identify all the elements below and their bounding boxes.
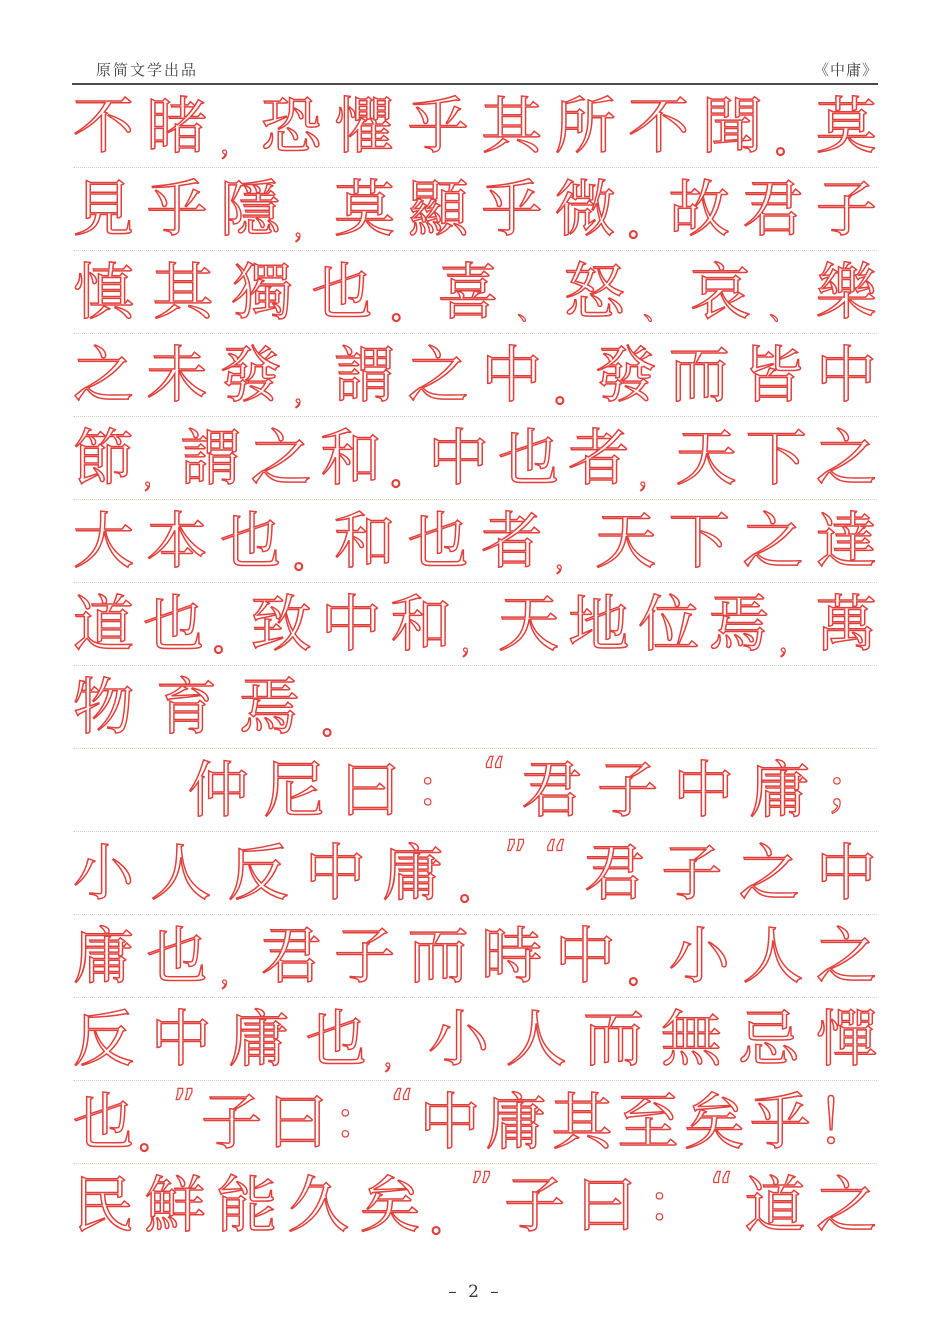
calligraphy-char: 。 xyxy=(390,459,419,492)
calligraphy-char: 。 xyxy=(139,1123,168,1156)
calligraphy-line xyxy=(73,1081,877,1164)
calligraphy-char: ， xyxy=(293,376,322,409)
calligraphy-char: 。 xyxy=(322,708,351,741)
calligraphy-char: 。 xyxy=(431,1206,460,1239)
calligraphy-char: 之 xyxy=(738,837,800,909)
calligraphy-char: 。 xyxy=(391,293,420,326)
calligraphy-char: ； xyxy=(824,760,877,820)
calligraphy-char: 和 xyxy=(320,422,382,494)
calligraphy-char: 能 xyxy=(216,1169,278,1241)
calligraphy-char: 中 xyxy=(815,837,877,909)
calligraphy-char: 達 xyxy=(815,505,877,577)
calligraphy-char: ， xyxy=(220,127,249,160)
calligraphy-char: 中 xyxy=(419,1086,481,1158)
calligraphy-char: 也 xyxy=(220,505,282,577)
calligraphy-char: ： xyxy=(415,760,468,820)
calligraphy-char: 發 xyxy=(220,339,282,411)
calligraphy-char: 道 xyxy=(744,1169,806,1241)
calligraphy-char: 而 xyxy=(668,339,730,411)
calligraphy-char: 節 xyxy=(73,422,135,494)
calligraphy-char: ” xyxy=(469,1162,494,1216)
calligraphy-char: ， xyxy=(460,625,489,658)
calligraphy-char: 之 xyxy=(815,422,877,494)
calligraphy-char: 也 xyxy=(73,1086,135,1158)
calligraphy-char: 乎 xyxy=(146,173,208,245)
calligraphy-char: 忌 xyxy=(738,1003,800,1075)
calligraphy-char: ” xyxy=(172,1079,197,1133)
calligraphy-char: 本 xyxy=(146,505,208,577)
calligraphy-char: 天 xyxy=(595,505,657,577)
calligraphy-char: 恐 xyxy=(260,90,322,162)
calligraphy-line xyxy=(73,251,877,334)
calligraphy-char: 子 xyxy=(815,173,877,245)
calligraphy-char: 中 xyxy=(554,920,616,992)
calligraphy-line xyxy=(73,334,877,417)
calligraphy-char: 者 xyxy=(481,505,543,577)
calligraphy-char: 尼 xyxy=(263,754,325,826)
calligraphy-char: ： xyxy=(647,1175,700,1235)
publisher-label: 原简文学出品 xyxy=(96,61,199,79)
calligraphy-char: 道 xyxy=(73,588,135,660)
calligraphy-char: 其 xyxy=(481,90,543,162)
calligraphy-char: ， xyxy=(383,1040,412,1073)
calligraphy-char: 致 xyxy=(250,588,312,660)
calligraphy-char: 之 xyxy=(250,422,312,494)
page-footer xyxy=(0,1282,950,1302)
calligraphy-char: 久 xyxy=(287,1169,349,1241)
calligraphy-char: ， xyxy=(638,459,667,492)
calligraphy-char: 下 xyxy=(745,422,807,494)
calligraphy-char: 。 xyxy=(293,542,322,575)
calligraphy-line xyxy=(73,832,877,915)
calligraphy-char: 子 xyxy=(201,1086,263,1158)
calligraphy-char: 庸 xyxy=(382,837,444,909)
calligraphy-char: 之 xyxy=(815,920,877,992)
calligraphy-char: 人 xyxy=(742,920,804,992)
calligraphy-char: 無 xyxy=(660,1003,722,1075)
calligraphy-char: 中 xyxy=(150,1003,212,1075)
calligraphy-char: 。 xyxy=(628,957,657,990)
calligraphy-char: 反 xyxy=(73,1003,135,1075)
calligraphy-char: 焉 xyxy=(708,588,770,660)
calligraphy-char: 。 xyxy=(554,376,583,409)
calligraphy-char: 之 xyxy=(73,339,135,411)
calligraphy-char: 育 xyxy=(156,671,218,743)
calligraphy-char: 。 xyxy=(775,127,804,160)
calligraphy-char: ， xyxy=(554,542,583,575)
calligraphy-char: ， xyxy=(293,210,322,243)
calligraphy-char: ！ xyxy=(815,1086,877,1158)
calligraphy-char: 而 xyxy=(583,1003,645,1075)
calligraphy-char: 中 xyxy=(427,422,489,494)
calligraphy-char: 、 xyxy=(517,293,546,326)
calligraphy-line xyxy=(73,915,877,998)
calligraphy-line xyxy=(73,749,877,832)
calligraphy-char: 子 xyxy=(661,837,723,909)
calligraphy-char: “ xyxy=(543,830,568,884)
calligraphy-char: 至 xyxy=(617,1086,679,1158)
calligraphy-char: 、 xyxy=(643,293,672,326)
calligraphy-char: 反 xyxy=(227,837,289,909)
calligraphy-char: 小 xyxy=(668,920,730,992)
calligraphy-char: 之 xyxy=(742,505,804,577)
calligraphy-char: 君 xyxy=(584,837,646,909)
calligraphy-char: 哀 xyxy=(689,256,751,328)
calligraphy-char: 子 xyxy=(597,754,659,826)
calligraphy-char: 小 xyxy=(427,1003,489,1075)
calligraphy-char: 睹 xyxy=(146,90,208,162)
calligraphy-char: 所 xyxy=(554,90,616,162)
calligraphy-char: 位 xyxy=(638,588,700,660)
calligraphy-char: 憚 xyxy=(815,1003,877,1075)
calligraphy-char: 下 xyxy=(668,505,730,577)
calligraphy-char: 微 xyxy=(554,173,616,245)
calligraphy-char: 和 xyxy=(390,588,452,660)
calligraphy-line xyxy=(73,666,877,749)
calligraphy-char: 乎 xyxy=(481,173,543,245)
calligraphy-char: 。 xyxy=(213,625,242,658)
calligraphy-char: 天 xyxy=(498,588,560,660)
page-number: – 2 – xyxy=(448,1282,502,1302)
calligraphy-char: 中 xyxy=(320,588,382,660)
calligraphy-char: ， xyxy=(220,957,249,990)
calligraphy-char: 莫 xyxy=(815,90,877,162)
calligraphy-content xyxy=(73,85,877,1246)
calligraphy-char: 矣 xyxy=(359,1169,421,1241)
calligraphy-char: 中 xyxy=(481,339,543,411)
calligraphy-char: 、 xyxy=(769,293,798,326)
calligraphy-char: 曰 xyxy=(267,1086,329,1158)
calligraphy-char: “ xyxy=(482,747,507,801)
calligraphy-char: 子 xyxy=(504,1169,566,1241)
calligraphy-char: 庸 xyxy=(73,920,135,992)
calligraphy-char: 懼 xyxy=(334,90,396,162)
calligraphy-char: ” xyxy=(503,830,528,884)
calligraphy-char: 顯 xyxy=(407,173,469,245)
calligraphy-char: 慎 xyxy=(73,256,135,328)
calligraphy-char: 中 xyxy=(304,837,366,909)
calligraphy-char: 未 xyxy=(146,339,208,411)
calligraphy-char: 不 xyxy=(628,90,690,162)
calligraphy-char: 見 xyxy=(73,173,135,245)
calligraphy-char: 乎 xyxy=(407,90,469,162)
calligraphy-char: 矣 xyxy=(683,1086,745,1158)
calligraphy-char: 物 xyxy=(73,671,135,743)
calligraphy-char: 也 xyxy=(305,1003,367,1075)
calligraphy-char: 大 xyxy=(73,505,135,577)
calligraphy-char: 而 xyxy=(407,920,469,992)
book-title-label: 《中庸》 xyxy=(813,61,878,79)
calligraphy-char: 地 xyxy=(568,588,630,660)
calligraphy-char: 聞 xyxy=(701,90,763,162)
calligraphy-char: 君 xyxy=(521,754,583,826)
calligraphy-char: 鮮 xyxy=(144,1169,206,1241)
calligraphy-char: ， xyxy=(143,459,172,492)
calligraphy-line xyxy=(73,417,877,500)
calligraphy-char: 隱 xyxy=(220,173,282,245)
calligraphy-char: 人 xyxy=(505,1003,567,1075)
calligraphy-char: 謂 xyxy=(334,339,396,411)
calligraphy-char: 和 xyxy=(334,505,396,577)
calligraphy-line xyxy=(73,998,877,1081)
calligraphy-char: 君 xyxy=(742,173,804,245)
calligraphy-char: 不 xyxy=(73,90,135,162)
calligraphy-char: 時 xyxy=(481,920,543,992)
calligraphy-char: 之 xyxy=(815,1169,877,1241)
calligraphy-char: 也 xyxy=(407,505,469,577)
calligraphy-char: 也 xyxy=(311,256,373,328)
calligraphy-char: 皆 xyxy=(742,339,804,411)
calligraphy-char: 庸 xyxy=(748,754,810,826)
calligraphy-char: 仲 xyxy=(187,754,249,826)
calligraphy-char: “ xyxy=(709,1162,734,1216)
calligraphy-char: 怒 xyxy=(563,256,625,328)
calligraphy-char: 子 xyxy=(334,920,396,992)
calligraphy-char: 人 xyxy=(150,837,212,909)
calligraphy-char: 莫 xyxy=(334,173,396,245)
calligraphy-char: 謂 xyxy=(180,422,242,494)
calligraphy-char: 喜 xyxy=(437,256,499,328)
calligraphy-line xyxy=(73,583,877,666)
calligraphy-char: 故 xyxy=(668,173,730,245)
calligraphy-char: 其 xyxy=(551,1086,613,1158)
calligraphy-char: 樂 xyxy=(815,256,877,328)
calligraphy-char: ， xyxy=(778,625,807,658)
calligraphy-char: 曰 xyxy=(339,754,401,826)
calligraphy-char: 中 xyxy=(815,339,877,411)
calligraphy-char: 焉 xyxy=(239,671,301,743)
calligraphy-char: 其 xyxy=(152,256,214,328)
calligraphy-char: 庸 xyxy=(485,1086,547,1158)
calligraphy-char: 也 xyxy=(146,920,208,992)
calligraphy-char: 也 xyxy=(143,588,205,660)
calligraphy-char: “ xyxy=(390,1079,415,1133)
calligraphy-char: 發 xyxy=(595,339,657,411)
page-header xyxy=(72,0,878,85)
calligraphy-char: 中 xyxy=(673,754,735,826)
calligraphy-char: 之 xyxy=(407,339,469,411)
calligraphy-line xyxy=(73,168,877,251)
calligraphy-char: 天 xyxy=(675,422,737,494)
calligraphy-char: 曰 xyxy=(575,1169,637,1241)
calligraphy-char: 。 xyxy=(459,874,488,907)
calligraphy-char: ： xyxy=(333,1092,386,1152)
calligraphy-char: 乎 xyxy=(749,1086,811,1158)
calligraphy-char: 小 xyxy=(73,837,135,909)
calligraphy-char: 者 xyxy=(568,422,630,494)
calligraphy-line xyxy=(73,1164,877,1246)
calligraphy-char: 。 xyxy=(628,210,657,243)
calligraphy-char: 獨 xyxy=(232,256,294,328)
calligraphy-line xyxy=(73,85,877,168)
calligraphy-char: 也 xyxy=(498,422,560,494)
calligraphy-char: 萬 xyxy=(815,588,877,660)
calligraphy-char: 民 xyxy=(73,1169,135,1241)
calligraphy-line xyxy=(73,500,877,583)
calligraphy-char: 庸 xyxy=(228,1003,290,1075)
calligraphy-char: 君 xyxy=(260,920,322,992)
